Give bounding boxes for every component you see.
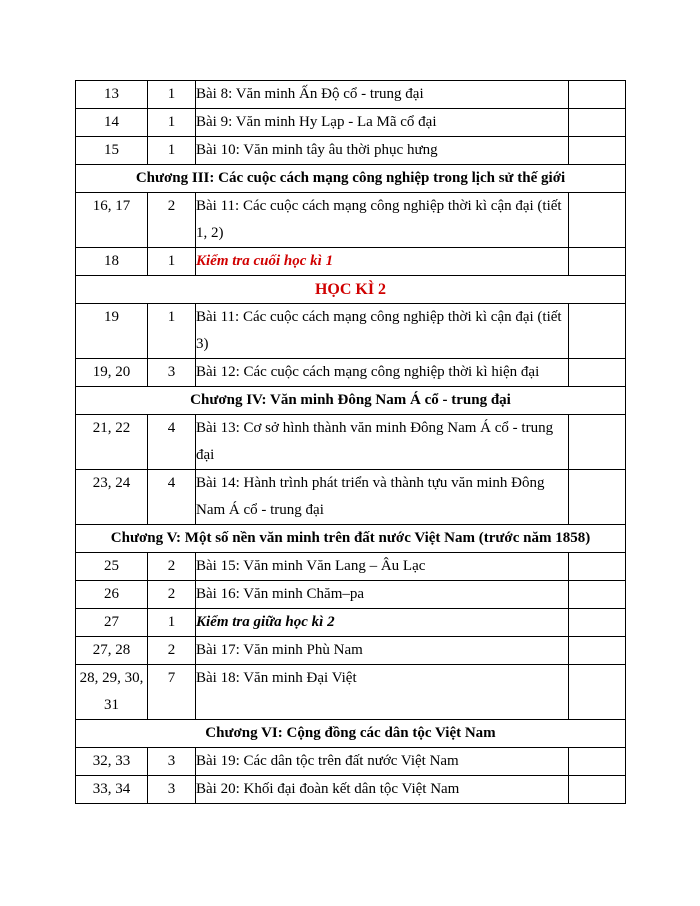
- periods-cell: 1: [148, 109, 196, 137]
- chapter-row: [76, 165, 626, 193]
- lesson-cell: [196, 137, 569, 165]
- notes-cell: [569, 637, 626, 665]
- lesson-row: [76, 665, 626, 720]
- week-cell: 16, 17: [76, 193, 148, 248]
- lesson-title: Bài 18: Văn minh Đại Việt: [196, 670, 357, 686]
- periods-cell: 1: [148, 137, 196, 165]
- notes-cell: [569, 776, 626, 804]
- week-cell: 33, 34: [76, 776, 148, 804]
- lesson-cell: [196, 109, 569, 137]
- week-cell: 25: [76, 553, 148, 581]
- exam-title: Kiểm tra giữa học kì 2: [196, 614, 335, 630]
- lesson-row: [76, 776, 626, 804]
- notes-cell: [569, 553, 626, 581]
- week-cell: 19: [76, 304, 148, 359]
- lesson-title: Bài 12: Các cuộc cách mạng công nghiệp thời kì hiện đại: [196, 364, 540, 380]
- notes-cell: [569, 304, 626, 359]
- chapter-title: Chương VI: Cộng đồng các dân tộc Việt Nam: [76, 720, 626, 748]
- semester-row: [76, 276, 626, 304]
- week-cell: 21, 22: [76, 415, 148, 470]
- lesson-title: Bài 11: Các cuộc cách mạng công nghiệp thời kì cận đại (tiết 3): [196, 309, 562, 352]
- lesson-row: [76, 581, 626, 609]
- notes-cell: [569, 137, 626, 165]
- periods-cell: 2: [148, 193, 196, 248]
- lesson-cell: [196, 553, 569, 581]
- lesson-cell: [196, 248, 569, 276]
- notes-cell: [569, 81, 626, 109]
- periods-cell: 2: [148, 581, 196, 609]
- periods-cell: 1: [148, 304, 196, 359]
- chapter-title: Chương IV: Văn minh Đông Nam Á cổ - trung đại: [76, 387, 626, 415]
- week-cell: 32, 33: [76, 748, 148, 776]
- periods-cell: 2: [148, 637, 196, 665]
- lesson-row: [76, 193, 626, 248]
- lesson-cell: [196, 637, 569, 665]
- lesson-row: [76, 609, 626, 637]
- lesson-row: [76, 470, 626, 525]
- periods-cell: 4: [148, 470, 196, 525]
- lesson-cell: [196, 81, 569, 109]
- notes-cell: [569, 581, 626, 609]
- lesson-title: Bài 8: Văn minh Ấn Độ cổ - trung đại: [196, 86, 424, 102]
- periods-cell: 1: [148, 609, 196, 637]
- notes-cell: [569, 359, 626, 387]
- lesson-cell: [196, 581, 569, 609]
- week-cell: 13: [76, 81, 148, 109]
- week-cell: 27, 28: [76, 637, 148, 665]
- chapter-row: [76, 720, 626, 748]
- lesson-row: [76, 748, 626, 776]
- notes-cell: [569, 748, 626, 776]
- notes-cell: [569, 248, 626, 276]
- periods-cell: 3: [148, 359, 196, 387]
- week-cell: 19, 20: [76, 359, 148, 387]
- lesson-row: [76, 304, 626, 359]
- lesson-row: [76, 415, 626, 470]
- week-cell: 15: [76, 137, 148, 165]
- lesson-cell: [196, 415, 569, 470]
- notes-cell: [569, 193, 626, 248]
- notes-cell: [569, 109, 626, 137]
- lesson-row: [76, 137, 626, 165]
- week-cell: 14: [76, 109, 148, 137]
- lesson-title: Bài 15: Văn minh Văn Lang – Âu Lạc: [196, 558, 426, 574]
- lesson-title: Bài 10: Văn minh tây âu thời phục hưng: [196, 142, 438, 158]
- lesson-cell: [196, 748, 569, 776]
- lesson-title: Bài 9: Văn minh Hy Lạp - La Mã cổ đại: [196, 114, 437, 130]
- week-cell: 18: [76, 248, 148, 276]
- lesson-row: [76, 109, 626, 137]
- lesson-cell: [196, 193, 569, 248]
- lesson-title: Bài 13: Cơ sở hình thành văn minh Đông Nam Á cổ - trung đại: [196, 420, 554, 463]
- notes-cell: [569, 609, 626, 637]
- lesson-cell: [196, 776, 569, 804]
- chapter-row: [76, 387, 626, 415]
- periods-cell: 1: [148, 81, 196, 109]
- lesson-cell: [196, 359, 569, 387]
- lesson-title: Bài 16: Văn minh Chăm–pa: [196, 586, 365, 602]
- lesson-cell: [196, 304, 569, 359]
- lesson-row: [76, 359, 626, 387]
- week-cell: 26: [76, 581, 148, 609]
- exam-title: Kiểm tra cuối học kì 1: [196, 253, 334, 269]
- periods-cell: 3: [148, 776, 196, 804]
- lesson-row: [76, 637, 626, 665]
- week-cell: 27: [76, 609, 148, 637]
- syllabus-table: [75, 80, 626, 804]
- lesson-title: Bài 14: Hành trình phát triển và thành tựu văn minh Đông Nam Á cổ - trung đại: [196, 475, 545, 518]
- syllabus-body: [76, 81, 626, 804]
- lesson-title: Bài 11: Các cuộc cách mạng công nghiệp thời kì cận đại (tiết 1, 2): [196, 198, 562, 241]
- semester-title: HỌC KÌ 2: [76, 276, 626, 304]
- chapter-title: Chương V: Một số nền văn minh trên đất nước Việt Nam (trước năm 1858): [76, 525, 626, 553]
- periods-cell: 1: [148, 248, 196, 276]
- chapter-title: Chương III: Các cuộc cách mạng công nghiệp trong lịch sử thế giới: [76, 165, 626, 193]
- notes-cell: [569, 470, 626, 525]
- lesson-title: Bài 19: Các dân tộc trên đất nước Việt Nam: [196, 753, 459, 769]
- notes-cell: [569, 665, 626, 720]
- week-cell: 28, 29, 30, 31: [76, 665, 148, 720]
- week-cell: 23, 24: [76, 470, 148, 525]
- lesson-title: Bài 17: Văn minh Phù Nam: [196, 642, 363, 658]
- lesson-row: [76, 81, 626, 109]
- lesson-title: Bài 20: Khối đại đoàn kết dân tộc Việt Nam: [196, 781, 460, 797]
- periods-cell: 3: [148, 748, 196, 776]
- lesson-row: [76, 248, 626, 276]
- lesson-cell: [196, 665, 569, 720]
- lesson-cell: [196, 609, 569, 637]
- periods-cell: 4: [148, 415, 196, 470]
- notes-cell: [569, 415, 626, 470]
- chapter-row: [76, 525, 626, 553]
- lesson-row: [76, 553, 626, 581]
- periods-cell: 2: [148, 553, 196, 581]
- lesson-cell: [196, 470, 569, 525]
- periods-cell: 7: [148, 665, 196, 720]
